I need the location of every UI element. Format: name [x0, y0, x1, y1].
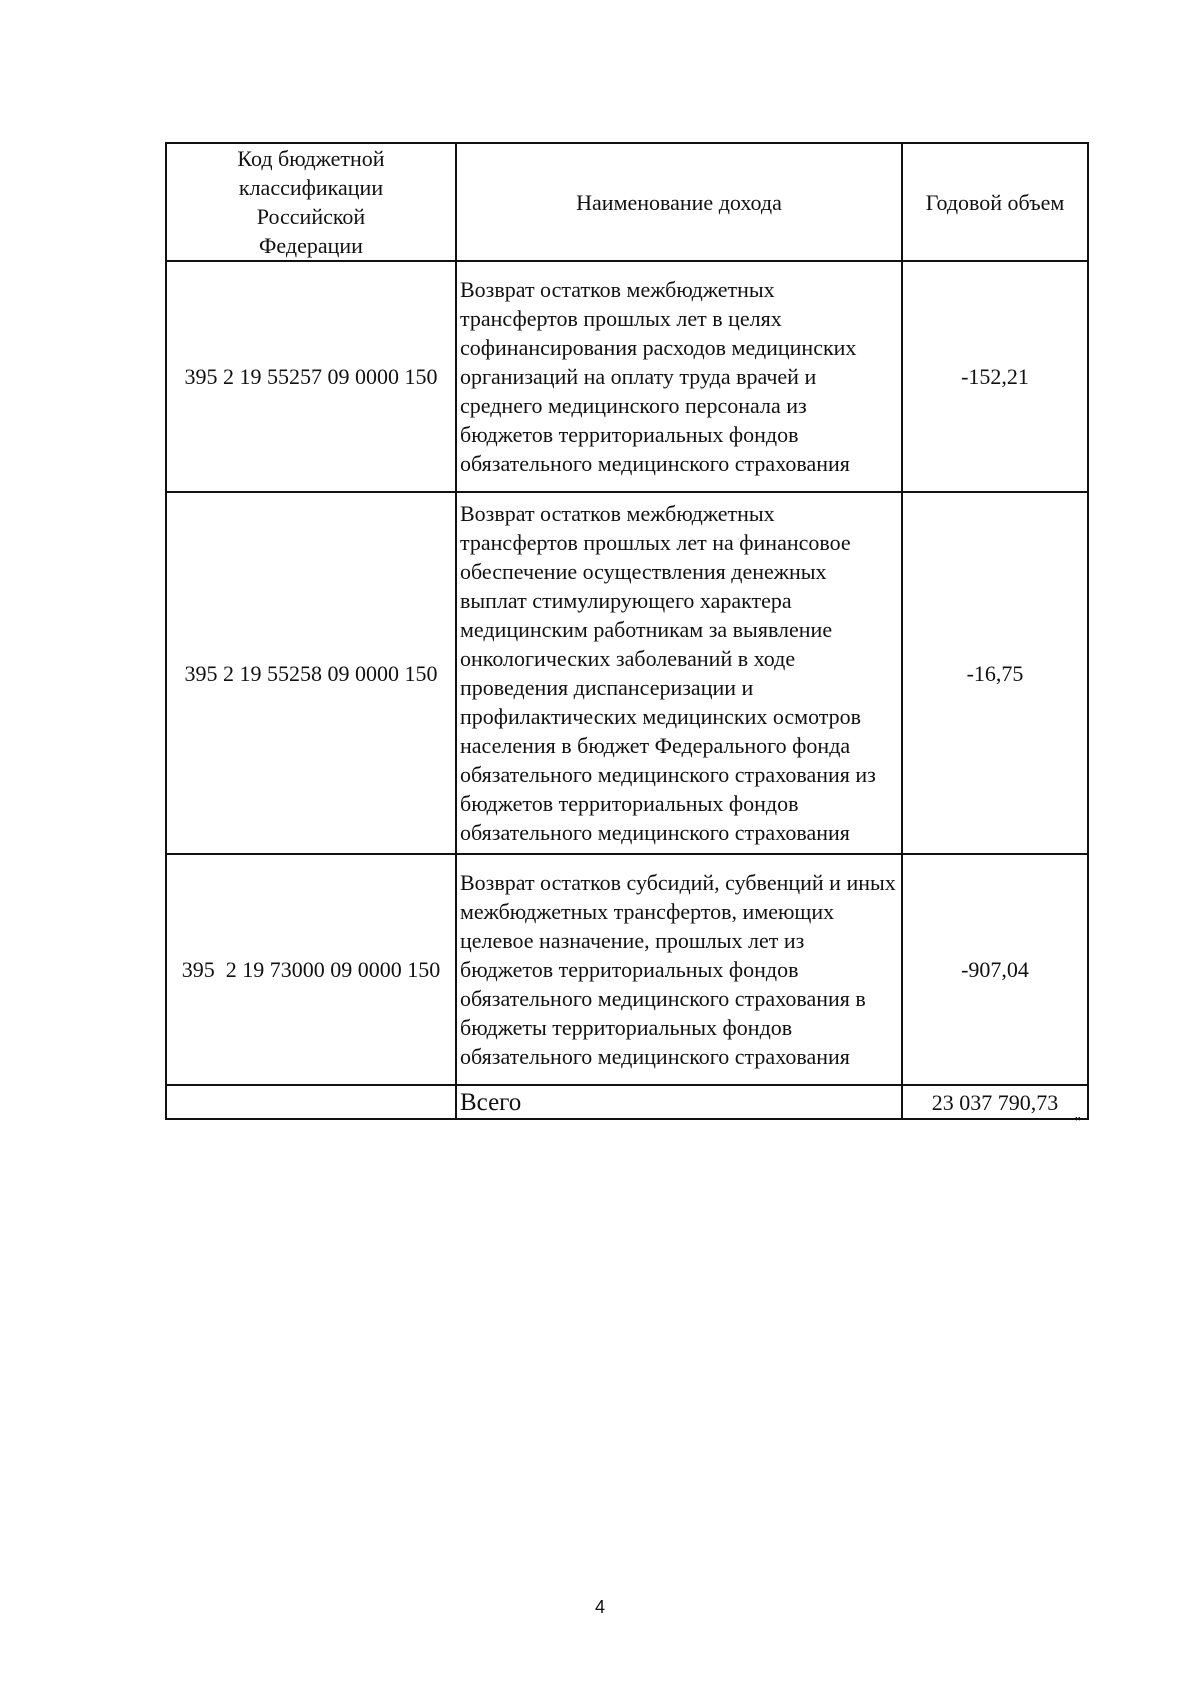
table-row — [166, 854, 1088, 1085]
table-row — [166, 492, 1088, 854]
income-table — [165, 142, 1089, 1120]
header-name: Наименование дохода — [456, 143, 902, 261]
table-total-row — [166, 1085, 1088, 1119]
total-value: 23 037 790,73 — [902, 1085, 1088, 1119]
total-label: Всего — [456, 1085, 902, 1119]
row-volume: -16,75 — [902, 492, 1088, 854]
table-row — [166, 261, 1088, 492]
row-name: Возврат остатков межбюджетных трансфертов прошлых лет на финансовое обеспечение осуществления денежных выплат стимулирующего характера медицинским работникам за выявление онкологических заболеваний в ходе проведения диспансеризации и профилактических медицинских осмотров населения в бюджет Федерального фонда обязательного медицинского страхования из бюджетов территориальных фондов обязательного медицинского страхования — [456, 492, 902, 854]
row-code: 395 2 19 73000 09 0000 150 — [166, 854, 456, 1085]
row-volume: -907,04 — [902, 854, 1088, 1085]
total-empty-cell — [166, 1085, 456, 1119]
header-code: Код бюджетной классификации Российской Федерации — [166, 143, 456, 261]
row-volume: -152,21 — [902, 261, 1088, 492]
row-name: Возврат остатков субсидий, субвенций и иных межбюджетных трансфертов, имеющих целевое назначение, прошлых лет из бюджетов территориальных фондов обязательного медицинского страхования в бюджеты территориальных фондов обязательного медицинского страхования — [456, 854, 902, 1085]
table-header-row — [166, 143, 1088, 261]
header-volume: Годовой объем — [902, 143, 1088, 261]
row-name: Возврат остатков межбюджетных трансфертов прошлых лет в целях софинансирования расходов медицинских организаций на оплату труда врачей и среднего медицинского персонала из бюджетов территориальных фондов обязательного медицинского страхования — [456, 261, 902, 492]
page-number: 4 — [594, 1597, 605, 1617]
closing-quote-mark: " — [1075, 1115, 1081, 1132]
row-code: 395 2 19 55257 09 0000 150 — [166, 261, 456, 492]
row-code: 395 2 19 55258 09 0000 150 — [166, 492, 456, 854]
